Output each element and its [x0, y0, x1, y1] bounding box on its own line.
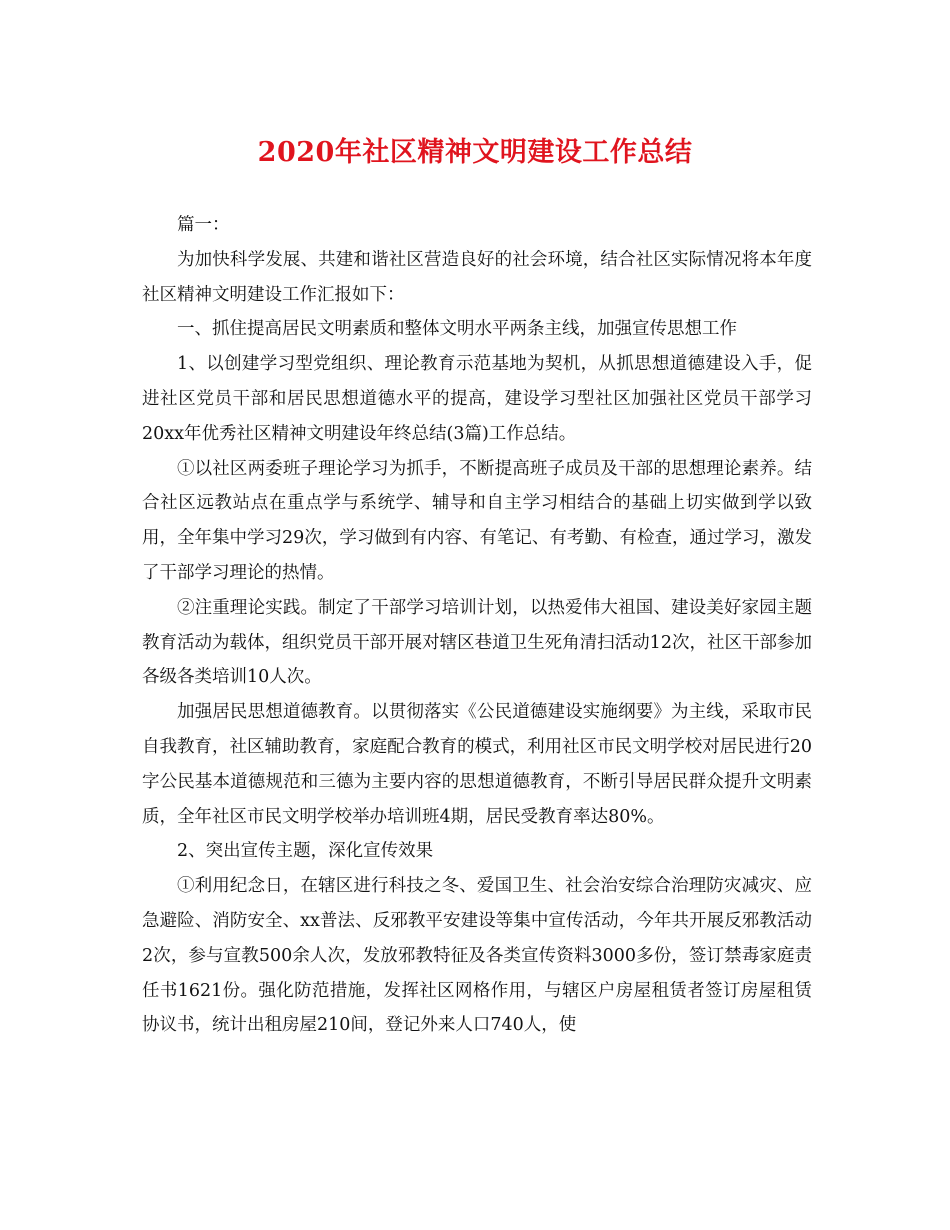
body-paragraph: ①以社区两委班子理论学习为抓手，不断提高班子成员及干部的思想理论素养。结合社区远教站点在重点学与系统学、辅导和自主学习相结合的基础上切实做到学以致用，全年集中学习29次，学习做到有内容、有笔记、有考勤、有检查，通过学习，激发了干部学习理论的热情。: [142, 458, 812, 583]
subsection-heading: 2、突出宣传主题，深化宣传效果: [177, 841, 434, 862]
body-paragraph: 1、以创建学习型党组织、理论教育示范基地为契机，从抓思想道德建设入手，促进社区党员干部和居民思想道德水平的提高，建设学习型社区加强社区党员干部学习20xx年优秀社区精神文明建设年终总结(3篇)工作总结。: [142, 354, 812, 444]
document-body: [142, 208, 812, 1043]
body-paragraph: ①利用纪念日，在辖区进行科技之冬、爱国卫生、社会治安综合治理防灾减灾、应急避险、消防安全、xx普法、反邪教平安建设等集中宣传活动，今年共开展反邪教活动2次，参与宣教500余人次，发放邪教特征及各类宣传资料3000多份，签订禁毒家庭责任书1621份。强化防范措施，发挥社区网格作用，与辖区户房屋租赁者签订房屋租赁协议书，统计出租房屋210间，登记外来人口740人，使: [142, 876, 812, 1036]
section-label: 篇一：: [177, 215, 230, 235]
intro-paragraph: 为加快科学发展、共建和谐社区营造良好的社会环境，结合社区实际情况将本年度社区精神文明建设工作汇报如下：: [142, 249, 812, 305]
section-heading: 一、抓住提高居民文明素质和整体文明水平两条主线，加强宣传思想工作: [177, 319, 737, 340]
body-paragraph: 加强居民思想道德教育。以贯彻落实《公民道德建设实施纲要》为主线，采取市民自我教育，社区辅助教育，家庭配合教育的模式，利用社区市民文明学校对居民进行20字公民基本道德规范和三德为主要内容的思想道德教育，不断引导居民群众提升文明素质，全年社区市民文明学校举办培训班4期，居民受教育率达80%。: [142, 702, 812, 827]
body-paragraph: ②注重理论实践。制定了干部学习培训计划，以热爱伟大祖国、建设美好家园主题教育活动为载体，组织党员干部开展对辖区巷道卫生死角清扫活动12次，社区干部参加各级各类培训10人次。: [142, 597, 812, 688]
document-title: 2020年社区精神文明建设工作总结: [257, 137, 693, 168]
